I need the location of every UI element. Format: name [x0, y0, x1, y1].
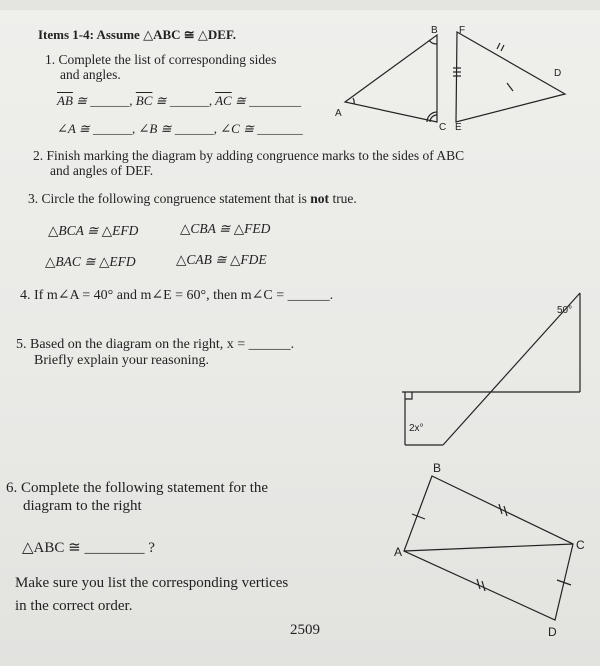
angle-2x-label: 2x° [409, 423, 424, 434]
vertex-c-label: C [576, 538, 585, 552]
q5-line2: Briefly explain your reasoning. [34, 353, 209, 368]
q5-line1: 5. Based on the diagram on the right, x = ______. [16, 337, 295, 352]
vertical-angles-figure [400, 285, 590, 450]
q3-option-1[interactable]: △BCA ≅ △EFD [48, 223, 139, 238]
q2-line2: and angles of DEF. [50, 163, 154, 178]
tick-fd-1 [497, 43, 500, 49]
tick-fd-2 [501, 45, 504, 51]
vertex-a-label: A [394, 545, 403, 559]
q3-text-not: not [310, 191, 330, 206]
triangles-abc-def-figure [335, 22, 575, 142]
congruent-symbol: ≅ [78, 121, 90, 136]
vertex-d-label: D [554, 68, 562, 79]
q6-line1: 6. Complete the following statement for the [6, 480, 269, 496]
vertex-b-label: B [433, 461, 442, 475]
tick-ab [412, 514, 425, 519]
congruent-symbol: ≅ [243, 121, 254, 136]
q4-text: 4. If m∠A = 40° and m∠E = 60°, then m∠C = ______. [20, 288, 334, 303]
diagonal-ac [404, 544, 573, 551]
congruent-symbol: ≅ [155, 93, 167, 108]
cut-off-header-strip [0, 0, 600, 10]
q1-line2: and angles. [60, 67, 121, 82]
q6-line4: in the correct order. [15, 598, 133, 614]
q6-line2: diagram to the right [23, 498, 142, 514]
q2-line1: 2. Finish marking the diagram by adding congruence marks to the sides of ABC [33, 148, 465, 163]
angle-b-label: ∠B [138, 121, 158, 136]
tick-ad-2 [482, 581, 485, 591]
vertex-d-label: D [548, 625, 557, 639]
q6-line3: Make sure you list the corresponding vertices [15, 575, 289, 591]
side-bc-label: $\overline{BC}$ [135, 93, 153, 108]
angle-c-label: ∠C [220, 121, 240, 136]
angle-50-label: 50° [557, 305, 573, 316]
vertex-c-label: C [439, 122, 447, 133]
q1-sides-row: $\overline{AB}$ ≅ ______, $\overline{BC}$ ≅ ______, $\overline{AC}$ ≅ ________ [57, 93, 302, 108]
q1-angles-row: ∠A ≅ ______, ∠B ≅ ______, ∠C ≅ _______ [57, 121, 303, 136]
congruent-symbol: ≅ [160, 121, 172, 136]
q3-option-2[interactable]: △CBA ≅ △FED [180, 221, 271, 236]
vertex-b-label: B [431, 25, 438, 36]
vertex-e-label: E [455, 122, 462, 133]
q3-option-4[interactable]: △CAB ≅ △FDE [176, 252, 267, 267]
congruent-symbol: ≅ [76, 93, 88, 108]
q1-line1: 1. Complete the list of corresponding sides [45, 52, 277, 67]
vertex-f-label: F [459, 25, 466, 36]
side-ab-label: $\overline{AB}$ [57, 93, 73, 108]
triangle-fde [456, 32, 565, 122]
q3-prompt [28, 190, 357, 207]
right-angle-mark [405, 392, 412, 399]
angle-a-arc [353, 98, 354, 104]
angle-a-label: ∠A [57, 121, 76, 136]
congruent-symbol: ≅ [234, 93, 246, 108]
triangle-abc [345, 35, 437, 122]
items-header: Items 1-4: Assume △ABC ≅ △DEF. [38, 27, 236, 42]
q3-text-before: 3. Circle the following congruence statement that is [28, 191, 311, 206]
parallelogram-figure [390, 460, 590, 645]
q3-text-after: true. [329, 191, 357, 206]
side-ac-label: $\overline{AC}$ [215, 93, 232, 108]
q3-option-3[interactable]: △BAC ≅ △EFD [45, 254, 136, 269]
page-number: 2509 [290, 622, 320, 638]
tick-de [507, 83, 513, 91]
q6-statement: △ABC ≅ ________ ? [22, 540, 155, 556]
vertex-a-label: A [335, 108, 342, 119]
